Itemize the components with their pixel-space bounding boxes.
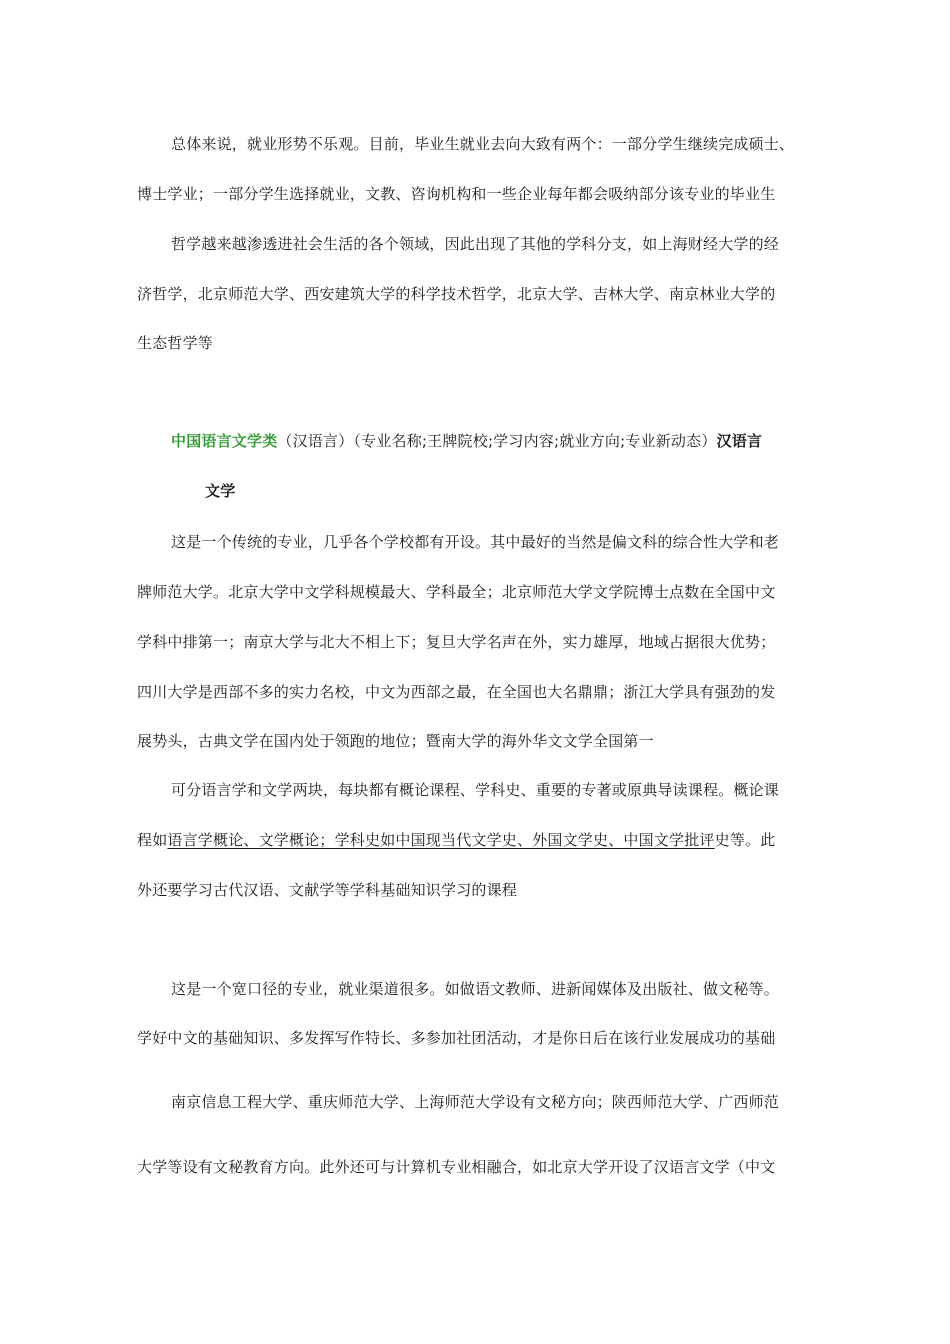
paragraph-line: 学科中排第一；南京大学与北大不相上下；复旦大学名声在外，实力雄厚，地域占据很大优势；	[137, 633, 776, 651]
underlined-course-list: 语言学概论、文学概论；学科史如中国现当代文学史、外国文学史、中国文学批评	[167, 831, 715, 849]
paragraph-line: 大学等设有文秘教育方向。此外还可与计算机专业相融合，如北京大学开设了汉语言文学（中文	[137, 1158, 776, 1176]
paragraph-line: 济哲学，北京师范大学、西安建筑大学的科学技术哲学，北京大学、吉林大学、南京林业大学的	[137, 285, 776, 303]
paragraph-line	[137, 830, 775, 850]
text-run: 程如	[137, 831, 168, 849]
section-heading	[171, 431, 762, 451]
paragraph-line: 牌师范大学。北京大学中文学科规模最大、学科最全；北京师范大学文学院博士点数在全国中文	[137, 583, 776, 601]
paragraph-line: 生态哲学等	[137, 334, 214, 352]
paragraph-line: 四川大学是西部不多的实力名校，中文为西部之最，在全国也大名鼎鼎；浙江大学具有强劲的发	[137, 683, 776, 701]
paragraph-line: 可分语言学和文学两块，每块都有概论课程、学科史、重要的专著或原典导读课程。概论课	[171, 781, 780, 799]
paragraph-line: 展势头，古典文学在国内处于领跑的地位；暨南大学的海外华文文学全国第一	[137, 732, 654, 750]
paragraph-line: 这是一个宽口径的专业，就业渠道很多。如做语文教师、进新闻媒体及出版社、做文秘等。	[171, 980, 780, 998]
paragraph-line: 总体来说，就业形势不乐观。目前，毕业生就业去向大致有两个：一部分学生继续完成硕士、	[171, 135, 795, 153]
paragraph-line: 哲学越来越渗透进社会生活的各个领域，因此出现了其他的学科分支，如上海财经大学的经	[171, 235, 780, 253]
text-run: 史等。此	[714, 831, 776, 849]
paragraph-line: 博士学业；一部分学生选择就业，文教、咨询机构和一些企业每年都会吸纳部分该专业的毕业生	[137, 185, 776, 203]
paragraph-line: 外还要学习古代汉语、文献学等学科基础知识学习的课程	[137, 881, 518, 899]
category-title: 中国语言文学类	[171, 432, 278, 450]
paragraph-line: 这是一个传统的专业，几乎各个学校都有开设。其中最好的当然是偏文科的综合性大学和老	[171, 533, 780, 551]
heading-parenthetical: （汉语言）（专业名称;王牌院校;学习内容;就业方向;专业新动态）	[277, 432, 717, 450]
paragraph-line: 学好中文的基础知识、多发挥写作特长、多参加社团活动，才是你日后在该行业发展成功的基础	[137, 1029, 776, 1047]
major-title: 汉语言	[716, 432, 763, 450]
paragraph-line: 南京信息工程大学、重庆师范大学、上海师范大学设有文秘方向；陕西师范大学、广西师范	[171, 1093, 780, 1111]
major-title-continued: 文学	[205, 482, 236, 500]
